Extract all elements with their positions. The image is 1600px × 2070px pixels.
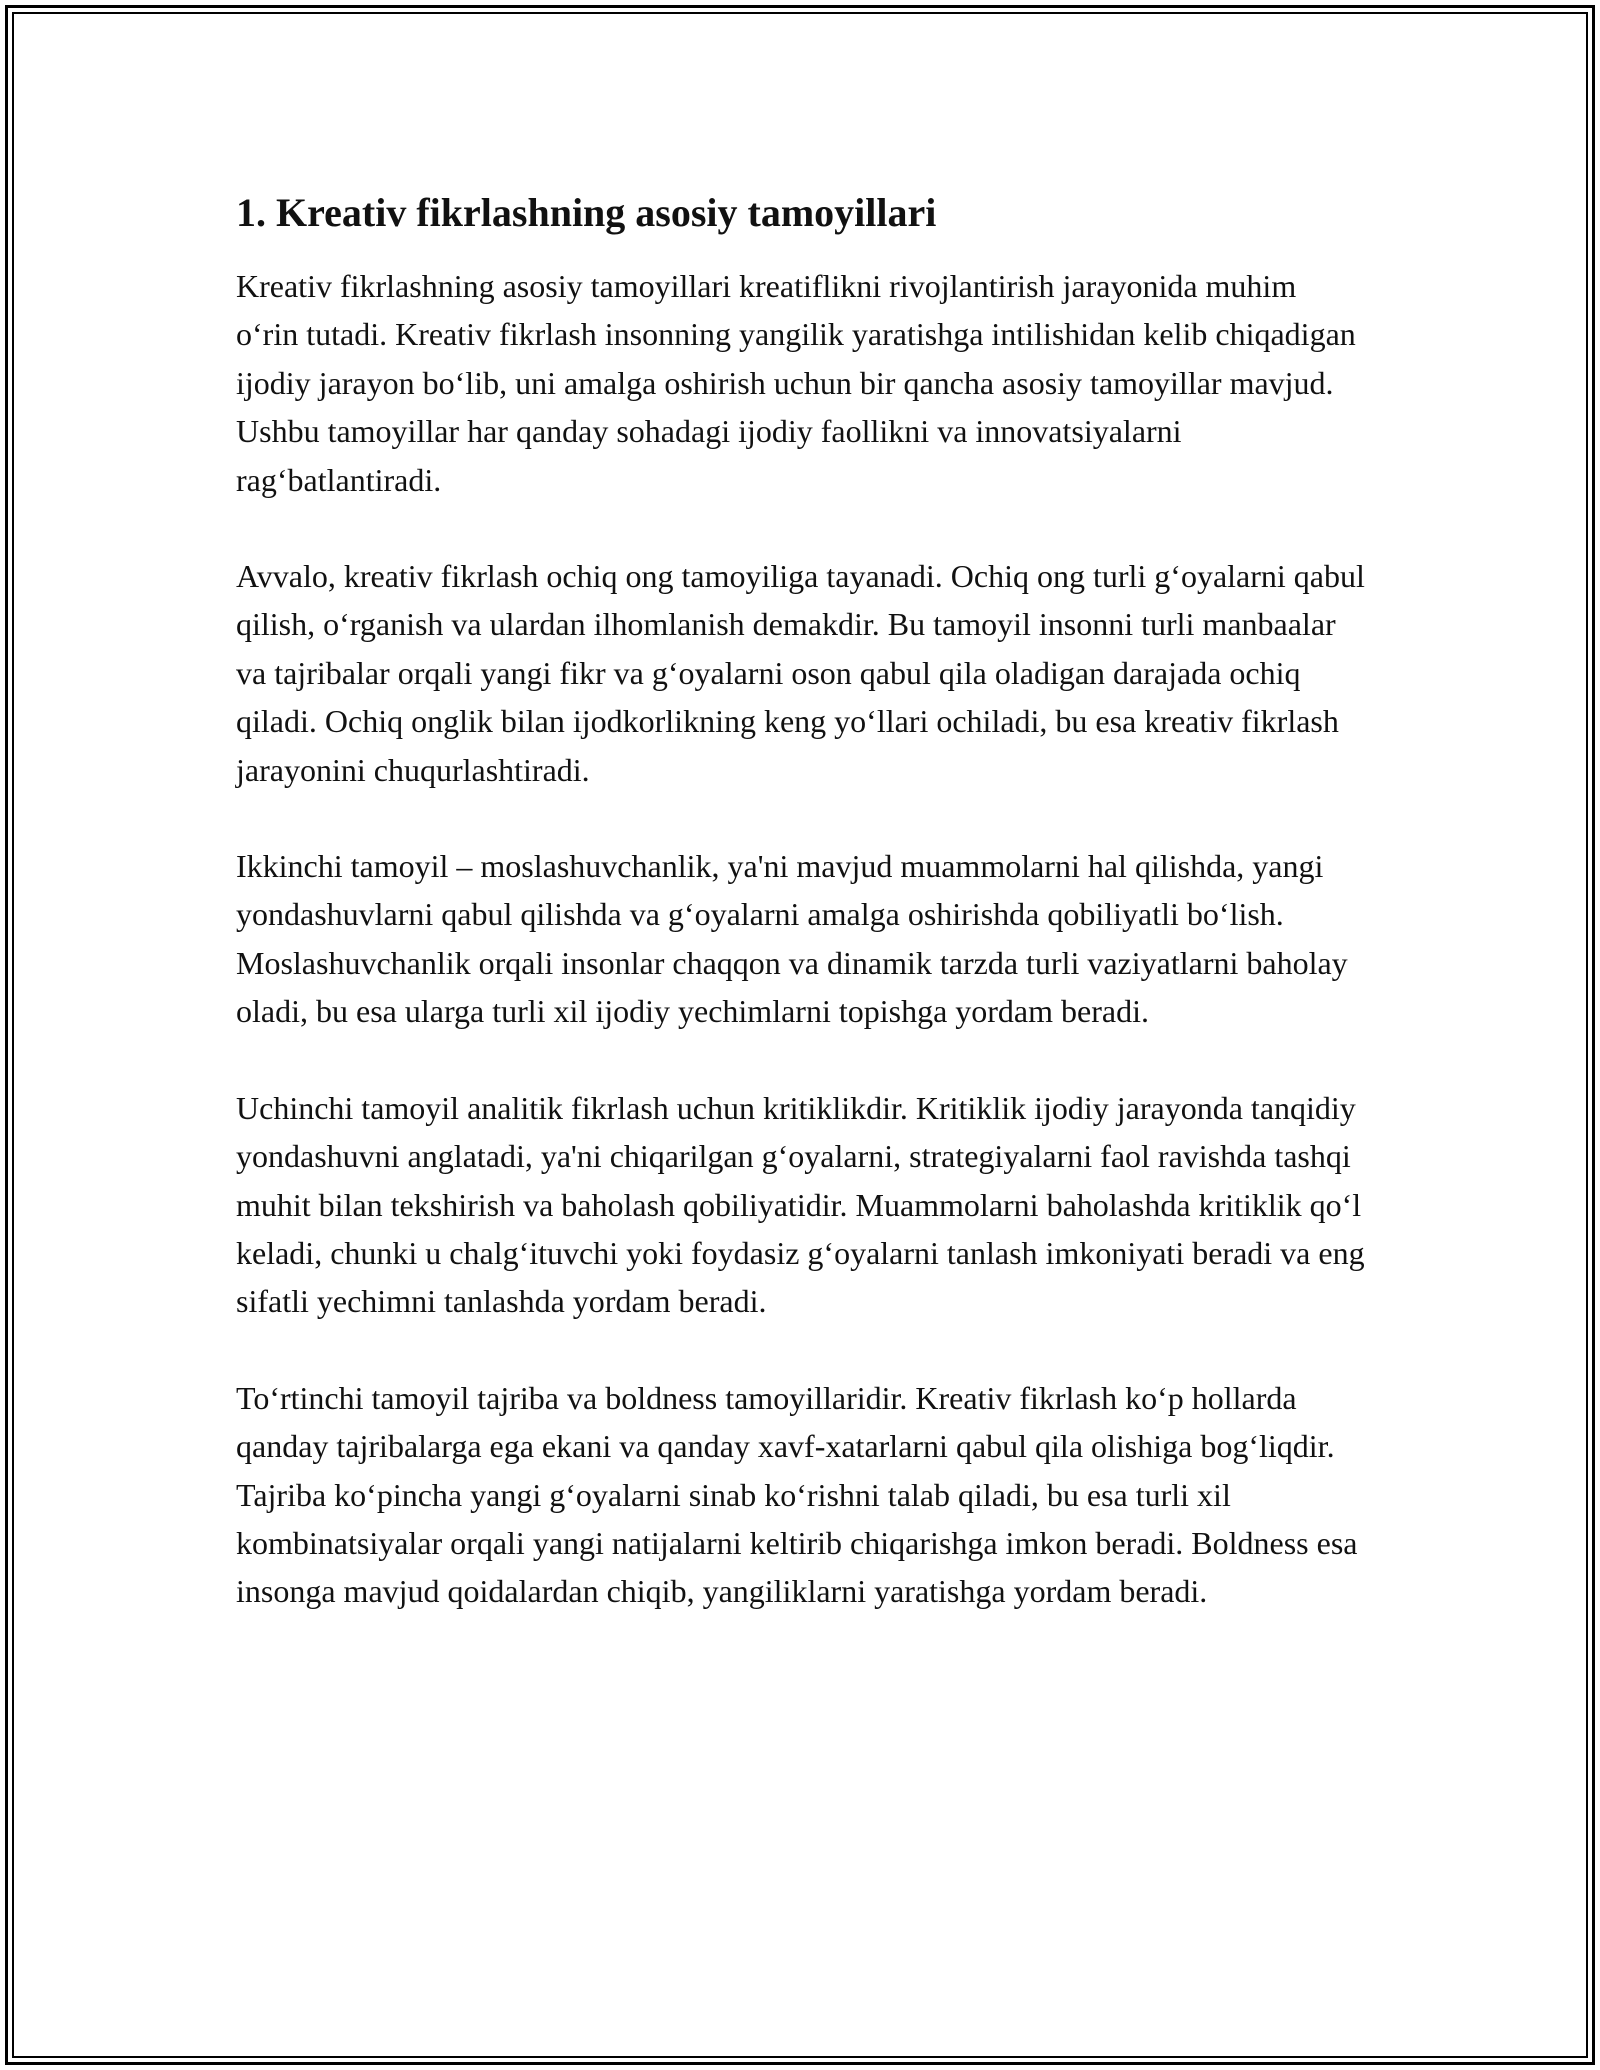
paragraph-criticality: Uchinchi tamoyil analitik fikrlash uchun kritiklikdir. Kritiklik ijodiy jarayonda tanqidiy yondashuvni anglatadi, ya'ni chiqarilgan g‘oyalarni, strategiyalarni faol ravishda tashqi muhit bilan tekshirish va baholash qobiliyatidir. Muammolarni baholashda kritiklik qo‘l keladi, chunki u chalg‘ituvchi yoki foydasiz g‘oyalarni tanlash imkoniyati beradi va eng sifatli yechimni tanlashda yordam beradi.: [236, 1089, 1365, 1320]
paragraph-intro: Kreativ fikrlashning asosiy tamoyillari kreatiflikni rivojlantirish jarayonida muhim o‘rin tutadi. Kreativ fikrlash insonning yangilik yaratishga intilishidan kelib chiqadigan ijodiy jarayon bo‘lib, uni amalga oshirish uchun bir qancha asosiy tamoyillar mavjud. Ushbu tamoyillar har qanday sohadagi ijodiy faollikni va innovatsiyalarni rag‘batlantiradi.: [236, 268, 1356, 498]
section-heading: 1. Kreativ fikrlashning asosiy tamoyillari: [236, 190, 937, 235]
paragraph-flexibility: Ikkinchi tamoyil – moslashuvchanlik, ya'ni mavjud muammolarni hal qilishda, yangi yondashuvlarni qabul qilishda va g‘oyalarni amalga oshirishda qobiliyatli bo‘lish. Moslashuvchanlik orqali insonlar chaqqon va dinamik tarzda turli vaziyatlarni baholay oladi, bu esa ularga turli xil ijodiy yechimlarni topishga yordam beradi.: [236, 848, 1348, 1030]
document-body: [236, 186, 1366, 1664]
paragraph-open-mind: Avvalo, kreativ fikrlash ochiq ong tamoyiliga tayanadi. Ochiq ong turli g‘oyalarni qabul qilish, o‘rganish va ulardan ilhomlanish demakdir. Bu tamoyil insonni turli manbaalar va tajribalar orqali yangi fikr va g‘oyalarni oson qabul qila oladigan darajada ochiq qiladi. Ochiq onglik bilan ijodkorlikning keng yo‘llari ochiladi, bu esa kreativ fikrlash jarayonini chuqurlashtiradi.: [236, 558, 1365, 788]
paragraph-experience-boldness: To‘rtinchi tamoyil tajriba va boldness tamoyillaridir. Kreativ fikrlash ko‘p hollarda qanday tajribalarga ega ekani va qanday xavf-xatarlarni qabul qila olishiga bog‘liqdir. Tajriba ko‘pincha yangi g‘oyalarni sinab ko‘rishni talab qiladi, bu esa turli xil kombinatsiyalar orqali yangi natijalarni keltirib chiqarishga imkon beradi. Boldness esa insonga mavjud qoidalardan chiqib, yangiliklarni yaratishga yordam beradi.: [236, 1379, 1358, 1610]
